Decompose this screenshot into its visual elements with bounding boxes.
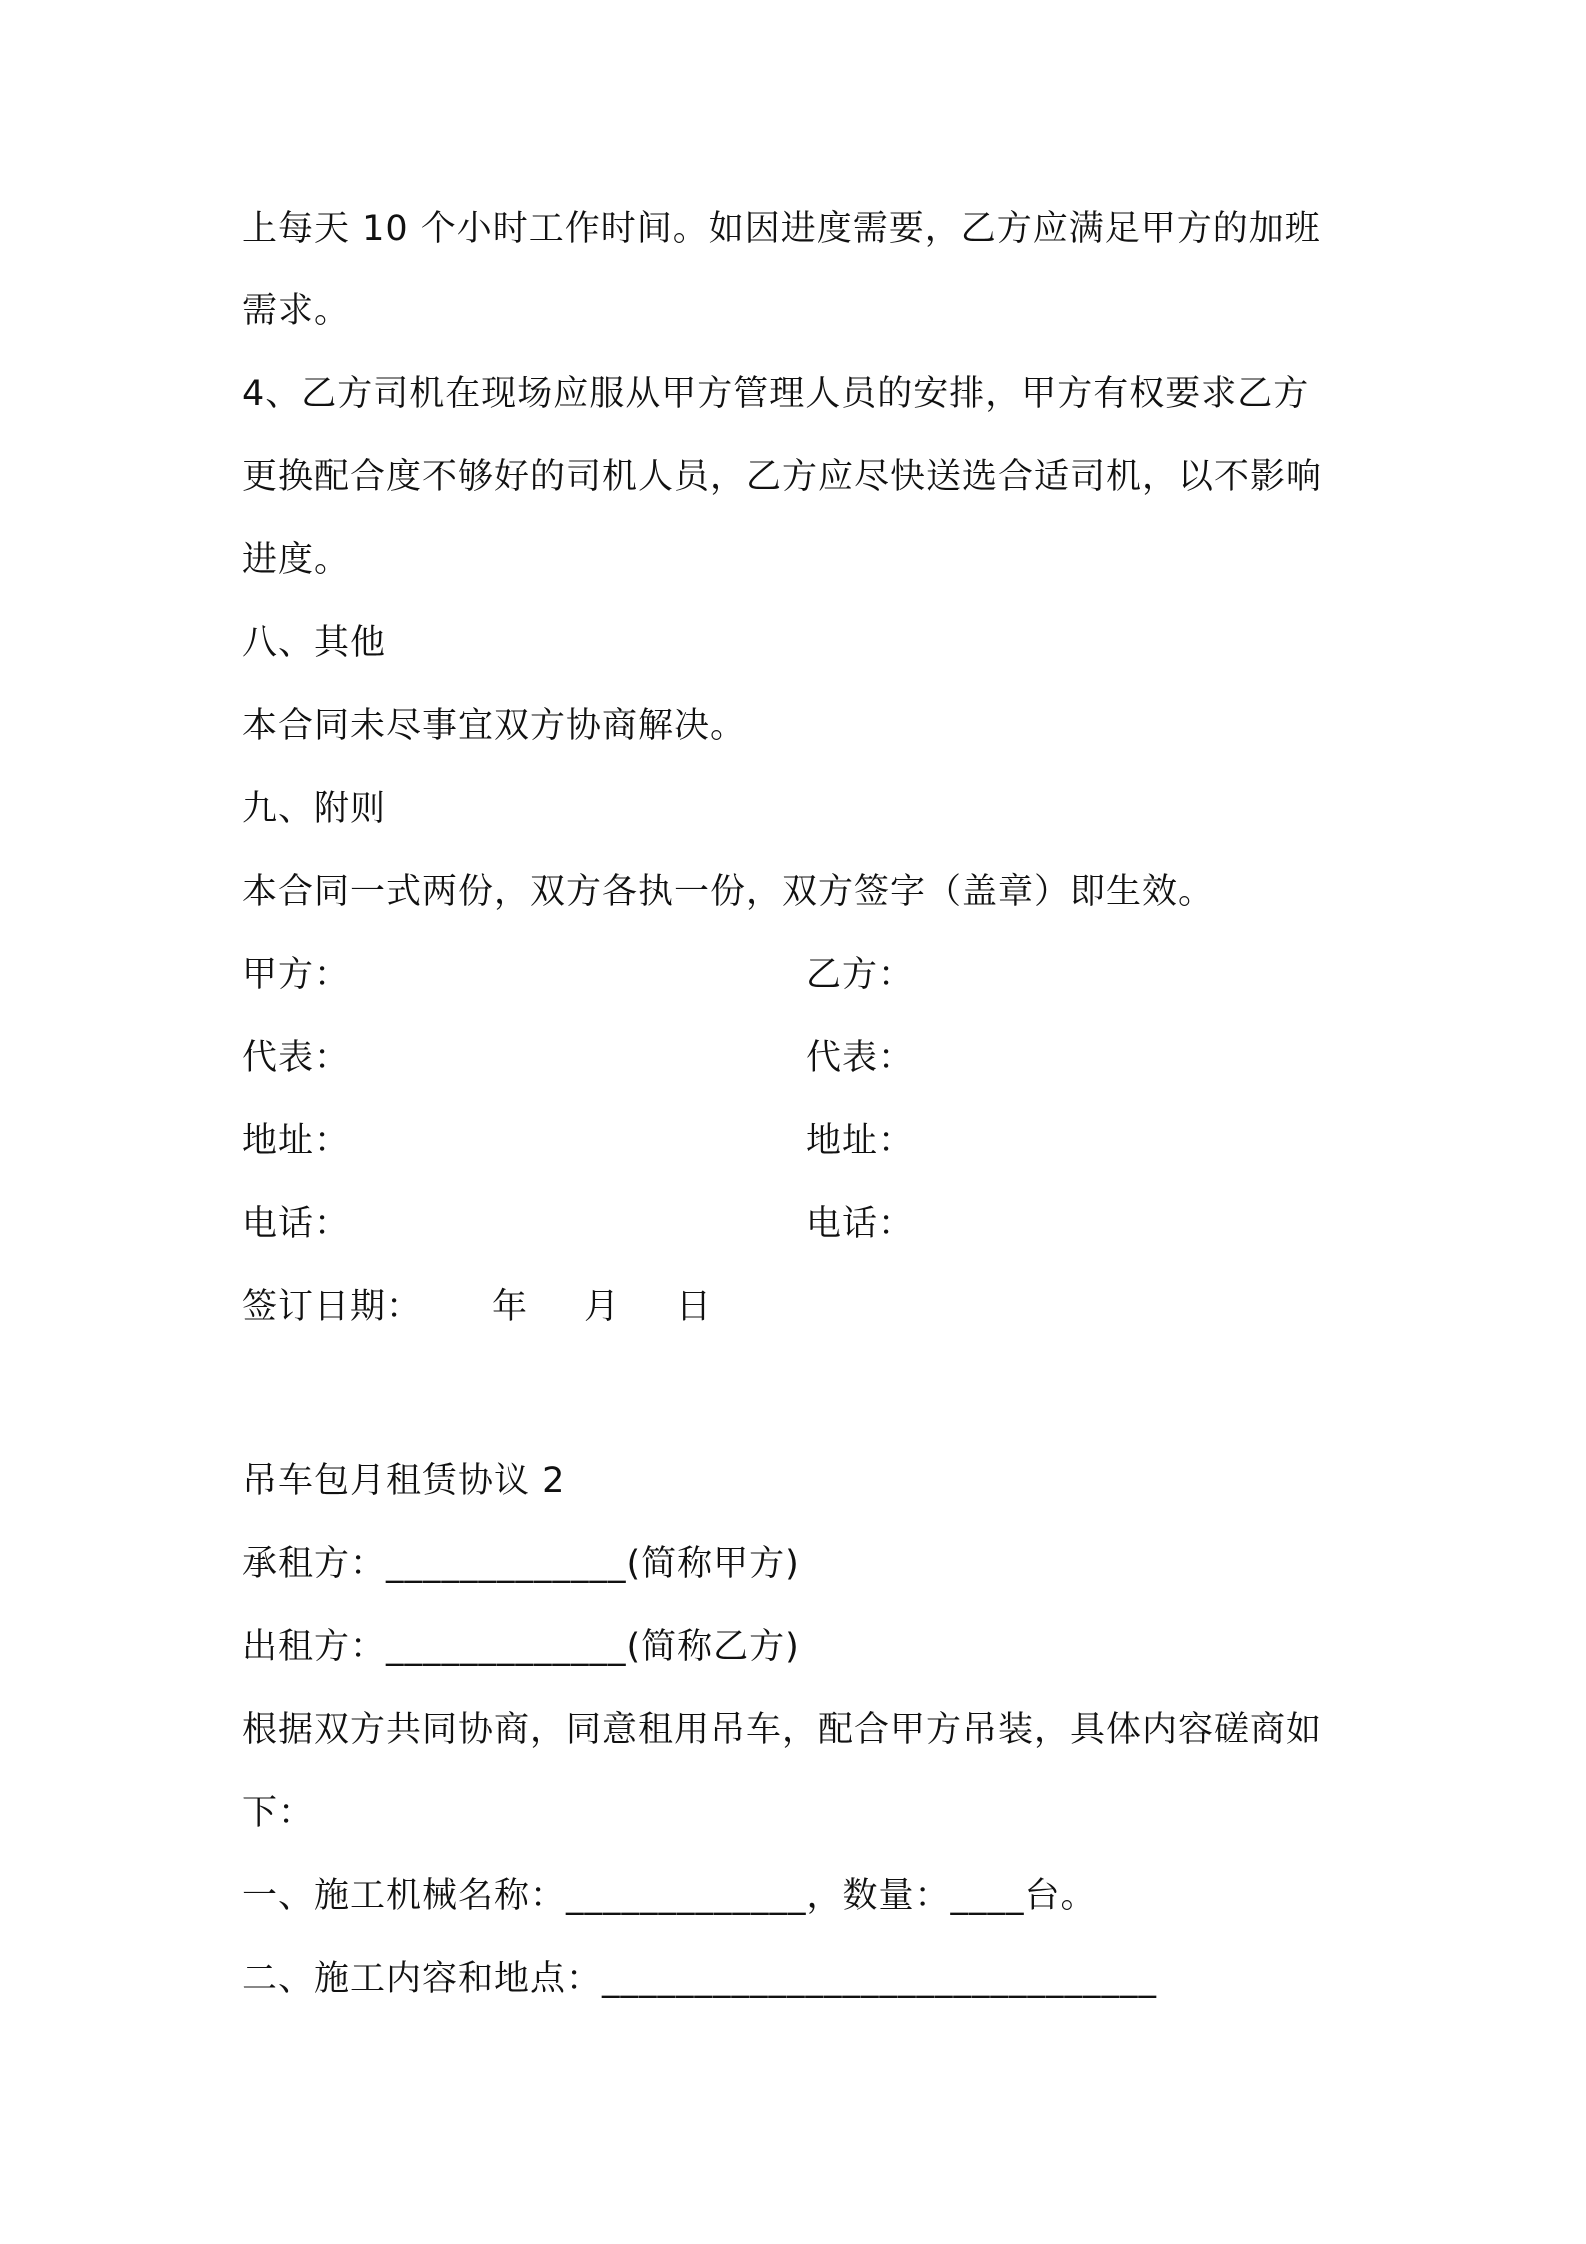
- para1-line2: 需求。: [242, 291, 351, 331]
- lessor-line: 出租方：_____________(简称乙方): [242, 1627, 800, 1667]
- sign-date-label: 签订日期：: [242, 1287, 423, 1327]
- party-a-label: 甲方：: [242, 955, 351, 995]
- item1-line: 一、施工机械名称：_____________，数量：____台。: [242, 1876, 1097, 1916]
- para2-line2: 更换配合度不够好的司机人员，乙方应尽快送选合适司机，以不影响: [242, 457, 1323, 497]
- lessee-line: 承租方：_____________(简称甲方): [242, 1544, 800, 1584]
- para1-line1: 上每天 10 个小时工作时间。如因进度需要，乙方应满足甲方的加班: [242, 209, 1321, 249]
- item2-line: 二、施工内容和地点：______________________________: [242, 1959, 1158, 1999]
- addr-a-label: 地址：: [242, 1121, 351, 1161]
- para2-line1: 4、乙方司机在现场应服从甲方管理人员的安排，甲方有权要求乙方: [242, 374, 1310, 414]
- section8-heading: 八、其他: [242, 623, 387, 663]
- tel-a-label: 电话：: [242, 1204, 351, 1244]
- intro-line1: 根据双方共同协商，同意租用吊车，配合甲方吊装，具体内容磋商如: [242, 1710, 1323, 1750]
- sign-date-month: 月: [584, 1287, 621, 1327]
- section9-body: 本合同一式两份，双方各执一份，双方签字（盖章）即生效。: [242, 872, 1215, 912]
- sign-date-day: 日: [676, 1287, 713, 1327]
- para2-line3: 进度。: [242, 540, 351, 580]
- tel-b-label: 电话：: [806, 1204, 915, 1244]
- addr-b-label: 地址：: [806, 1121, 915, 1161]
- rep-b-label: 代表：: [806, 1038, 915, 1078]
- intro-line2: 下：: [242, 1793, 315, 1833]
- section8-body: 本合同未尽事宜双方协商解决。: [242, 706, 747, 746]
- party-b-label: 乙方：: [806, 955, 915, 995]
- rep-a-label: 代表：: [242, 1038, 351, 1078]
- sign-date-row: [242, 1282, 712, 1332]
- sign-date-year: 年: [492, 1287, 529, 1327]
- agreement2-title: 吊车包月租赁协议 2: [242, 1461, 566, 1501]
- section9-heading: 九、附则: [242, 789, 387, 829]
